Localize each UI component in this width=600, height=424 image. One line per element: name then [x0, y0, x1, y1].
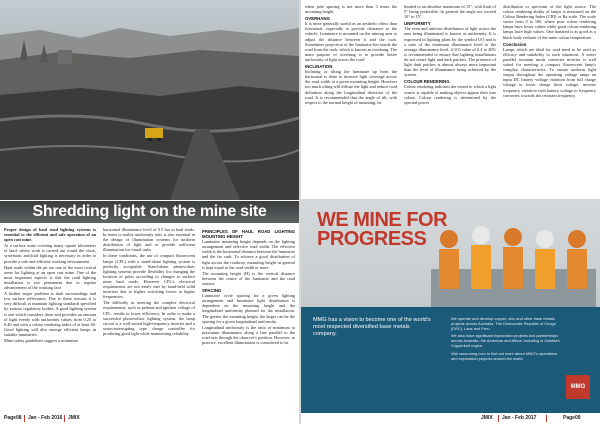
paragraph: limited to an absolute maximum of 15°, with limit of 5° being preferable. In general the angle not exceed 10° to 15°.	[404, 4, 496, 20]
paragraph: In these conditions, the use of compact fluorescent lamps (CFL) with a stand-alone lighting system is perfectly acceptable. Stand-alone photovoltaic lighting systems provide flexibility for changing the location of poles according to changes to surface mine haul roads. However CFL's electrical requirements are not easily met by hand-held solid inverters due to higher switching losses at higher frequencies.	[103, 253, 195, 300]
paragraph: A further major problem is dark surroundings and low surface reflectance. Due to these reasons it is very difficult to maintain lighting standards specified by various regulatory bodies. A good lighting system is one which considers these and provides an amount of light evenly with uniformity values from 0.25 to 0.40 and with a colour rendering index of at least 60. Good lighting will also emerge efficient lamps in suitable luminaries.	[4, 291, 96, 337]
right-footer	[301, 413, 600, 424]
right-column-1	[305, 4, 397, 106]
paragraph: Proper design of haul road lighting systems is essential to the efficient and safe operation of an open cast mine.	[4, 227, 96, 243]
footer-divider	[498, 415, 499, 422]
magazine-brand: JMIX	[481, 415, 493, 421]
paragraph: horizontal illuminance level of 0.5 lux in haul roads. In terms to reality uniformity ratio is also essential in the design of illumination systems for uniform distribution of light and to provide sufficient illumination for visual tasks.	[103, 227, 195, 253]
footer-divider	[546, 415, 547, 422]
ad-headline	[317, 211, 447, 249]
ad-body	[451, 317, 561, 364]
paragraph: The mounting height (H) is the vertical distance between the centre of the luminaire and the road surface.	[202, 270, 295, 286]
page-number: Page08	[4, 415, 22, 421]
mmg-advertisement[interactable]	[301, 199, 600, 413]
miners-illustration-icon	[431, 209, 596, 307]
paragraph: Colour rendering indicates the extent to which a light source is capable of making objects appear their true colour. Colour rendering is determined by the spectral power	[404, 84, 496, 105]
section-heading: OVERHANG	[305, 16, 330, 22]
paragraph: The even and uniform distribution of light across the area being illuminated is known as uniformity. It is expressed in lighting plans by the symbol UO and is a ratio of the minimum illuminance level to the average illuminance level. A UO value of 0.4 to 40% is recommended to ensure that lighting installations do not create light and dark patches. The presence of light dark patches is almost always more important than the level of illuminance being achieved by the system.	[404, 26, 496, 78]
paragraph: The difficulty in meeting the complex electrical requirements, such as preheat and ignition voltage of CFL, results in lower efficiency. In order to make a successful photovoltaic lighting system, the lamp circuit is a well-suited high-frequency inverter and a series-interrupting type charge controller for producing good light while maintaining reliability.	[103, 300, 195, 336]
paragraph: Luminaire mounting height depends on the lighting arrangement and effective road width. The effective width is the horizontal distance between the luminaire and the far curb. To achieve a good distribution of light across the roadway, mounting height in general is kept equal to the road width or more.	[202, 239, 295, 270]
section-heading: UNIFORMITY	[404, 21, 431, 27]
article-headline: Shredding light on the mine site	[0, 201, 299, 223]
right-column-3	[503, 4, 596, 99]
ad-paragraph: We also have significant exploration projects and partnerships across Australia, the Americas and Africa, including in Zambia's Copperbelt region.	[451, 333, 560, 348]
mmg-logo: MMG	[566, 375, 590, 399]
ad-headline-line2: PROGRESS	[317, 228, 427, 250]
paragraph: Haul roads within the pit are one of the most critical areas for lighting at an open cast mine. One of the most important aspects is that the road lighting installation is not permanent due to regular advancement of the working face.	[4, 264, 96, 291]
ad-paragraph: We operate and develop copper, zinc and other base metals projects across Australia, The Democratic Republic of Congo (DRC), Laos and Peru.	[451, 316, 556, 331]
footer-divider	[24, 415, 25, 422]
section-heading: COLOUR RENDERING	[404, 79, 450, 85]
right-column-2	[404, 4, 496, 106]
left-column-2	[103, 227, 195, 337]
section-heading: INCLINATION	[305, 64, 333, 70]
mine-site-photo	[0, 0, 299, 200]
magazine-brand: JMIX	[68, 415, 80, 421]
page-number: Page09	[563, 415, 581, 421]
paragraph: At a surface mine covering many square kilometers of land, where work is carried out round the clock, systematic artificial lighting is necessary in order to provide a safe and efficient working environment.	[4, 243, 96, 264]
section-heading: PRINCIPLES OF HAUL ROAD LIGHTING MOUNTING HEIGHT	[202, 229, 295, 240]
issue-date: Jan - Feb 2017	[502, 415, 537, 421]
paragraph: when pole spacing is not more than 3 times the mounting height.	[305, 4, 397, 15]
paragraph: Inclining or tilting the luminaire up from the horizontal is done to increase light coverage across the road width at a given mounting height. However too much tilting will diffuse the light and reduce road definition along the longitudinal direction of the road. It is recommended that the angle of tilt, with respect to the normal height of mounting, be	[305, 69, 397, 105]
paragraph: Mine safety guidelines suggest a minimum	[4, 337, 78, 343]
ad-paragraph[interactable]: Visit www.mmg.com to find out more about MMG's operations and exploration projects around the world.	[451, 350, 558, 361]
ad-slogan: MMG has a vision to become one of the world's most respected diversified base metals company.	[313, 317, 431, 337]
issue-date: Jan - Feb 2016	[28, 415, 63, 421]
left-footer	[0, 413, 299, 424]
paragraph: Longitudinal uniformity is the ratio of minimum to maximum illuminance along a line parallel to the road axis through the observer's position. However, in practice, excellent illumination is considered to be	[202, 324, 295, 345]
footer-divider	[64, 415, 65, 422]
left-column-1	[4, 227, 96, 344]
paragraph: It is more generally useful as an aesthetic effect than functional, especially to provide clearance to the vehicle. Luminaire is mounted on the mining area to adjust the distance between it and the curb. Sometimes projection of the luminaire lies inside the road from the curb, which is known as overhang. The main purpose of overhang is to provide better uniformity of light across the road.	[305, 21, 397, 62]
section-heading: SPACING	[202, 288, 222, 294]
paragraph: distribution or spectrum of the light source. The colour rendering ability of lamps is measured on the Colour Rendering Index (CRI) or Ra scale. The scale varies from 0 to 100, where poor colour rendering lamps have lower values while good colour rendering lamps have high values. One hundred is as good as a black body radiator of the same colour temperature.	[503, 4, 596, 40]
right-page	[301, 0, 600, 424]
section-heading: Conclusion	[503, 41, 527, 47]
paragraph: Lamps which are ideal for road need to be used as efficacy and suitability to such situations. A series parallel resonant mode converter inverter is well suited for meeting a compact fluorescent lamp's complex characteristics. To ensure uniform light output throughout the operating voltage range an input DC battery voltage variation from full charge voltage to lower charge limit voltage, inverter frequency variation with battery voltage to frequency converter, towards the resonant frequency.	[503, 46, 596, 98]
paragraph: Luminaire cycle spacing for a given lighting arrangement and luminaire light distribution is dependent on the mounting height and the longitudinal uniformity planned for the installation. The greater the mounting height, the larger can be the spacing for a given longitudinal uniformity.	[202, 293, 295, 324]
left-column-3	[202, 227, 295, 346]
ad-headline-line1: WE MINE FOR	[317, 209, 448, 231]
left-page	[0, 0, 299, 424]
